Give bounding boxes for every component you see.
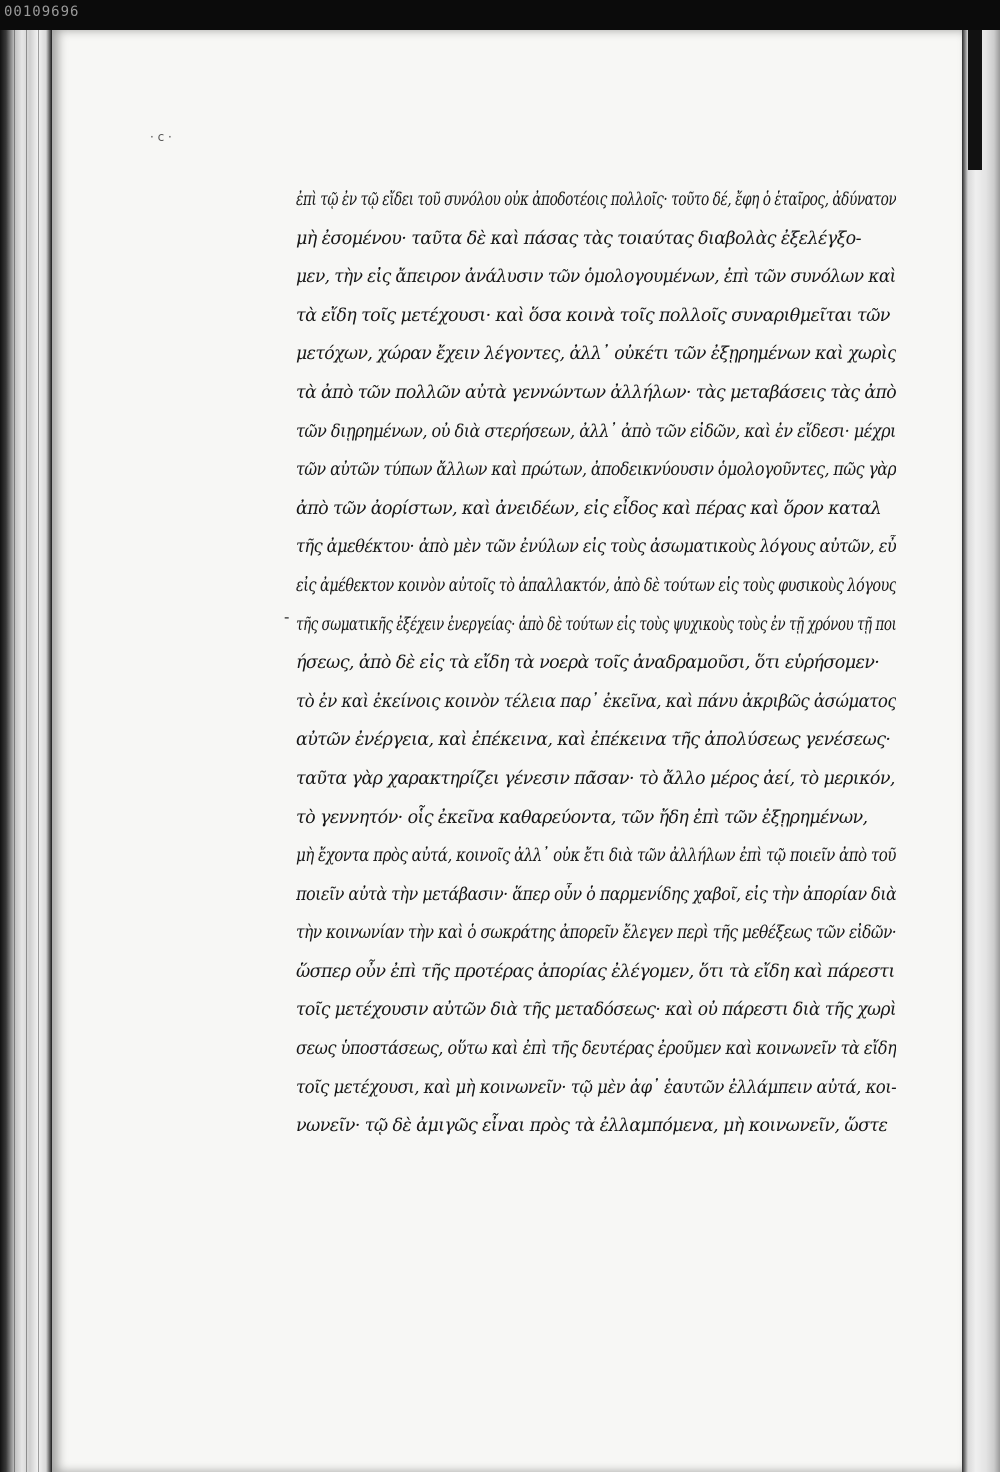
text-line-content: ἀπὸ τῶν ἀορίστων, καὶ ἀνειδέων, εἰς εἶδος καὶ πέρας καὶ ὅρον καταλ <box>296 498 882 519</box>
text-line <box>296 451 896 490</box>
text-line-content: ήσεως, ἀπὸ δὲ εἰς τὰ εἴδη τὰ νοερὰ τοῖς ἀναδραμοῦσι, ὅτι εὑρήσομεν· <box>296 653 880 674</box>
text-line <box>296 297 896 336</box>
text-line <box>296 374 896 413</box>
text-line <box>296 1030 896 1069</box>
text-line <box>296 181 896 220</box>
right-page-edges <box>962 30 1000 1472</box>
text-line <box>296 220 896 259</box>
left-page-edges <box>0 30 52 1472</box>
shelfmark: 00109696 <box>4 4 80 20</box>
text-line <box>296 644 896 683</box>
text-line-content: μὴ ἐσομένου· ταῦτα δὲ καὶ πάσας τὰς τοιαύτας διαβολὰς ἐξελέγξο- <box>296 228 861 249</box>
text-line-content: μετόχων, χώραν ἔχειν λέγοντες, ἀλλ᾽ οὐκέτι τῶν ἐξῃρημένων καὶ χωρὶς <box>296 344 896 365</box>
text-line-content: αὐτῶν ἐνέργεια, καὶ ἐπέκεινα, καὶ ἐπέκεινα τῆς ἀπολύσεως γενέσεως· <box>296 730 891 751</box>
text-line <box>296 760 896 799</box>
page-edge-line <box>14 30 15 1472</box>
page-edge-line <box>38 30 39 1472</box>
text-line-content: τὸ ἐν καὶ ἐκείνοις κοινὸν τέλεια παρ᾽ ἐκεῖνα, καὶ πάνυ ἀκριβῶς ἀσώματος <box>296 691 896 712</box>
text-line-content: μεν, τὴν εἰς ἄπειρον ἀνάλυσιν τῶν ὁμολογουμένων, ἐπὶ τῶν συνόλων καὶ <box>296 267 896 288</box>
text-line-content: τῆς ἀμεθέκτου· ἀπὸ μὲν τῶν ἐνύλων εἰς τοὺς ἀσωματικοὺς λόγους αὐτῶν, εὖ <box>296 537 896 558</box>
text-line <box>296 606 896 645</box>
scan-edge-bar <box>968 30 982 170</box>
text-line <box>296 1069 896 1108</box>
text-line <box>296 1107 896 1146</box>
text-line-content: ποιεῖν αὐτὰ τὴν μετάβασιν· ἅπερ οὖν ὁ παρμενίδης χαβοῖ, εἰς τὴν ἀπορίαν διὰ <box>296 884 896 905</box>
page-edge-line <box>26 30 27 1472</box>
text-line <box>296 528 896 567</box>
text-line-content: τὰ εἴδη τοῖς μετέχουσι· καὶ ὅσα κοινὰ τοῖς πολλοῖς συναριθμεῖται τῶν <box>296 305 890 326</box>
text-line-content: τὰ ἀπὸ τῶν πολλῶν αὐτὰ γεννώντων ἀλλήλων· τὰς μεταβάσεις τὰς ἀπὸ <box>296 382 896 403</box>
text-line <box>296 567 896 606</box>
text-line-content: μὴ ἔχοντα πρὸς αὐτά, κοινοῖς ἀλλ᾽ οὐκ ἔτι διὰ τῶν ἀλλήλων ἐπὶ τῷ ποιεῖν ἀπὸ τοῦ <box>296 846 896 867</box>
text-line <box>296 837 896 876</box>
text-line-content: ὥσπερ οὖν ἐπὶ τῆς προτέρας ἀπορίας ἐλέγομεν, ὅτι τὰ εἴδη καὶ πάρεστι <box>296 961 895 982</box>
text-line-content: τῆς σωματικῆς ἐξέχειν ἐνεργείας· ἀπὸ δὲ τούτων εἰς τοὺς ψυχικοὺς τοὺς ἐν τῇ χρόνου τῇ ποι <box>296 614 896 635</box>
text-line <box>296 799 896 838</box>
text-line <box>296 258 896 297</box>
text-line <box>296 914 896 953</box>
text-line-content: τὸ γεννητόν· οἷς ἐκεῖνα καθαρεύοντα, τῶν ἤδη ἐπὶ τῶν ἐξῃρημένων, <box>296 807 868 828</box>
text-line-content: νωνεῖν· τῷ δὲ ἀμιγῶς εἶναι πρὸς τὰ ἐλλαμπόμενα, μὴ κοινωνεῖν, ὥστε <box>296 1116 888 1137</box>
text-line-content: εἰς ἀμέθεκτον κοινὸν αὐτοῖς τὸ ἀπαλλακτόν, ἀπὸ δὲ τούτων εἰς τοὺς φυσικοὺς λόγους <box>296 575 896 596</box>
text-line-content: τὴν κοινωνίαν τὴν καὶ ὁ σωκράτης ἀπορεῖν ἔλεγεν περὶ τῆς μεθέξεως τῶν εἰδῶν· <box>296 923 896 944</box>
text-line-content: σεως ὑποστάσεως, οὕτω καὶ ἐπὶ τῆς δευτέρας ἐροῦμεν καὶ κοινωνεῖν τὰ εἴδη <box>296 1039 896 1060</box>
text-line <box>296 876 896 915</box>
text-line <box>296 335 896 374</box>
text-line <box>296 490 896 529</box>
text-line <box>296 413 896 452</box>
text-line <box>296 991 896 1030</box>
text-line-content: ταῦτα γὰρ χαρακτηρίζει γένεσιν πᾶσαν· τὸ ἄλλο μέρος ἀεί, τὸ μερικόν, <box>296 768 895 789</box>
text-line <box>296 953 896 992</box>
text-line-content: τοῖς μετέχουσιν αὐτῶν διὰ τῆς μεταδόσεως· καὶ οὐ πάρεστι διὰ τῆς χωρὶ <box>296 1000 896 1021</box>
text-line <box>296 721 896 760</box>
margin-mark: - <box>284 607 290 626</box>
text-line-content: ἐπὶ τῷ ἐν τῷ εἴδει τοῦ συνόλου οὐκ ἀποδοτέοις πολλοῖς· τοῦτο δέ, ἔφη ὁ ἑταῖρος, ἀδύνατον <box>296 190 896 210</box>
text-line-content: τῶν διῃρημένων, οὐ διὰ στερήσεων, ἀλλ᾽ ἀπὸ τῶν εἰδῶν, καὶ ἐν εἴδεσι· μέχρι <box>296 421 896 442</box>
page-specks: · c · <box>150 130 172 144</box>
text-line-content: τοῖς μετέχουσι, καὶ μὴ κοινωνεῖν· τῷ μὲν ἀφ᾽ ἑαυτῶν ἐλλάμπειν αὐτά, κοι- <box>296 1077 896 1098</box>
manuscript-text <box>296 181 896 1146</box>
text-line <box>296 683 896 722</box>
text-line-content: τῶν αὐτῶν τύπων ἄλλων καὶ πρώτων, ἀποδεικνύουσιν ὁμολογοῦντες, πῶς γὰρ <box>296 460 896 481</box>
